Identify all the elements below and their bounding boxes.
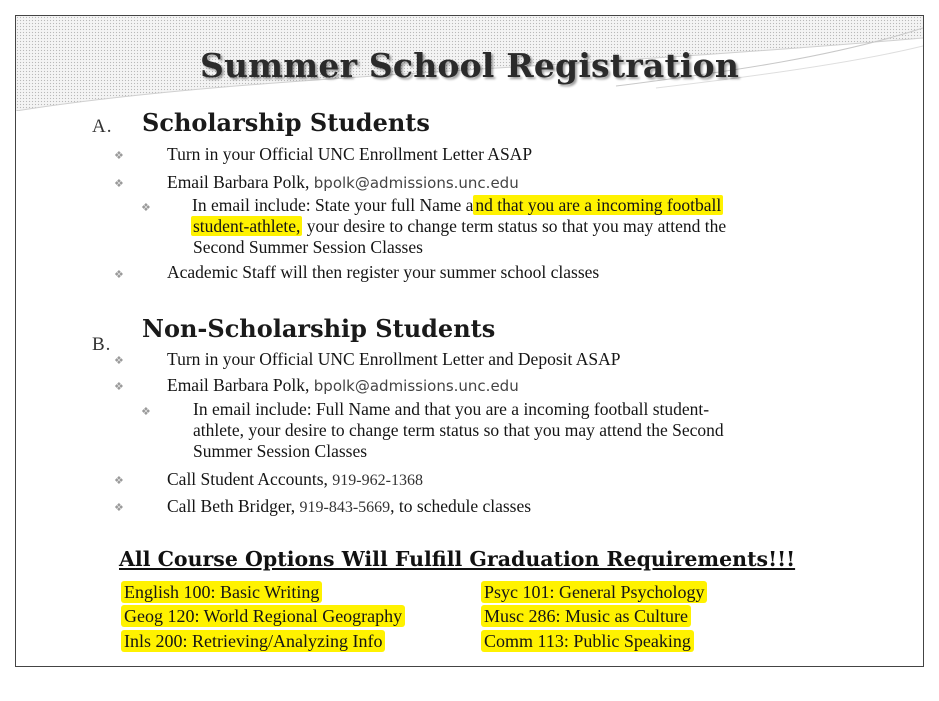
item-text: Email Barbara Polk, (167, 375, 314, 395)
bullet-icon: ❖ (114, 150, 124, 162)
section-a-subitem-line-3: Second Summer Session Classes (193, 237, 423, 257)
highlighted-text: student-athlete, (193, 216, 301, 236)
section-b-item-1: Turn in your Official UNC Enrollment Letter and Deposit ASAP (167, 349, 621, 369)
section-a-subitem-line-2 (191, 216, 726, 237)
section-a-letter: A. (92, 116, 113, 137)
phone-number[interactable]: 919-962-1368 (332, 472, 423, 489)
page-title: Summer School Registration (199, 46, 740, 85)
item-text: Call Beth Bridger, (167, 496, 300, 516)
section-a-item-2 (167, 172, 519, 194)
course-item: Musc 286: Music as Culture (481, 605, 691, 627)
section-b-heading: Non-Scholarship Students (142, 314, 496, 343)
bullet-icon: ❖ (114, 178, 124, 190)
bullet-icon: ❖ (114, 269, 124, 281)
item-text: Call Student Accounts, (167, 469, 333, 489)
section-b-item-2 (167, 375, 519, 397)
bullet-icon: ❖ (114, 355, 124, 367)
slide (15, 15, 924, 667)
course-item: English 100: Basic Writing (121, 581, 322, 603)
section-b-item-5 (167, 496, 531, 518)
bullet-icon: ❖ (114, 502, 124, 514)
sub-bullet-icon: ❖ (141, 202, 151, 214)
section-b-letter: B. (92, 334, 112, 355)
item-text: Email Barbara Polk, (167, 172, 314, 192)
section-a-subitem-line-1 (192, 195, 723, 216)
section-a-item-1: Turn in your Official UNC Enrollment Letter ASAP (167, 144, 533, 164)
item-text: , to schedule classes (390, 496, 532, 516)
phone-number[interactable]: 919-843-5669 (299, 499, 391, 516)
item-text: In email include: State your full Name a (192, 195, 474, 215)
bullet-icon: ❖ (114, 475, 124, 487)
section-b-subitem-line-2: athlete, your desire to change term status so that you may attend the Second (193, 420, 724, 440)
section-b-subitem-line-1: In email include: Full Name and that you are a incoming football student- (193, 399, 710, 419)
section-b-item-4 (167, 469, 423, 491)
course-item: Geog 120: World Regional Geography (121, 605, 405, 627)
email-address[interactable]: bpolk@admissions.unc.edu (313, 174, 519, 192)
section-a-heading: Scholarship Students (142, 108, 430, 137)
section-a-item-4: Academic Staff will then register your summer school classes (167, 262, 600, 282)
email-address[interactable]: bpolk@admissions.unc.edu (313, 377, 519, 395)
course-item: Comm 113: Public Speaking (481, 630, 694, 652)
graduation-banner: All Course Options Will Fulfill Graduation Requirements!!! (119, 547, 796, 571)
course-item: Psyc 101: General Psychology (481, 581, 707, 603)
highlighted-text: nd that you are a incoming football (475, 195, 722, 215)
sub-bullet-icon: ❖ (141, 406, 151, 418)
item-text: your desire to change term status so that you may attend the (302, 216, 727, 236)
course-item: Inls 200: Retrieving/Analyzing Info (121, 630, 385, 652)
bullet-icon: ❖ (114, 381, 124, 393)
section-b-subitem-line-3: Summer Session Classes (193, 441, 368, 461)
